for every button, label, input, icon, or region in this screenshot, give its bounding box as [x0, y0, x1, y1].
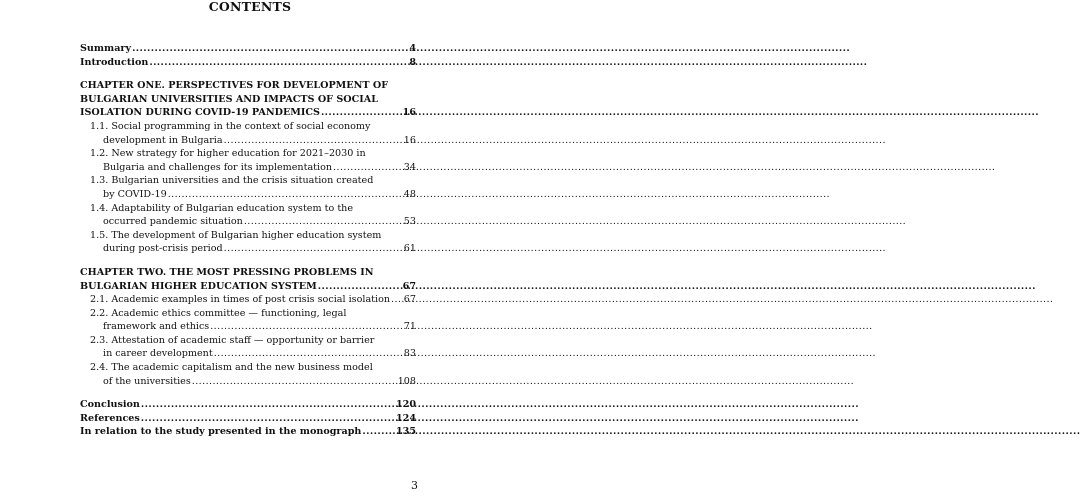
section-entry	[80, 161, 416, 175]
toc-page-number: 135	[395, 426, 416, 438]
toc-page-number: 124	[395, 412, 416, 424]
toc-entry-monograph-note	[80, 425, 416, 439]
chapter-heading-line: CHAPTER ONE. PERSPECTIVES FOR DEVELOPMENT OF	[80, 80, 389, 92]
toc-page-number: 71	[403, 321, 416, 333]
section-title-line: 1.2. New strategy for higher education for 2021–2030 in	[90, 148, 366, 160]
chapter-heading-line: BULGARIAN UNIVERSITIES AND IMPACTS OF SOCIAL	[80, 93, 378, 105]
chapter-one	[80, 79, 416, 256]
section-title-line: 1.3. Bulgarian universities and the crisis situation created	[90, 175, 374, 187]
section-entry	[80, 188, 416, 202]
toc-page-number: 53	[403, 216, 416, 228]
section-title-line: 1.4. Adaptability of Bulgarian education system to the	[90, 202, 354, 214]
dot-leader	[214, 347, 403, 361]
page-number: 3	[411, 479, 418, 492]
chapter-heading-last-line	[80, 280, 416, 294]
chapter-two	[80, 266, 416, 388]
toc-entry-conclusion	[80, 398, 416, 412]
toc-entry-label: Conclusion	[80, 399, 140, 411]
dot-leader	[224, 242, 403, 256]
dot-leader	[321, 106, 402, 120]
chapter-heading-last-line	[80, 106, 416, 120]
toc-entry-label: BULGARIAN HIGHER EDUCATION SYSTEM	[80, 280, 317, 292]
document-page	[0, 0, 500, 500]
dot-leader	[333, 161, 403, 175]
toc-page-number: 16	[402, 107, 416, 119]
section-title-line: development in Bulgaria	[103, 134, 223, 146]
section-title-line: of the universities	[103, 375, 191, 387]
section-title-line: by COVID-19	[103, 188, 167, 200]
section-entry	[80, 215, 416, 229]
toc-page-number: 48	[403, 188, 416, 200]
section-title-line: during post-crisis period	[103, 243, 223, 255]
section-entry	[80, 375, 416, 389]
section-entry	[80, 134, 416, 148]
toc-page-number: 120	[395, 399, 416, 411]
toc-entry-label: References	[80, 412, 140, 424]
section-title-line: 1.1. Social programming in the context of social economy	[90, 120, 371, 132]
page-title: CONTENTS	[208, 0, 292, 14]
section-title-line: 2.3. Attestation of academic staff — opportunity or barrier	[90, 334, 375, 346]
dot-leader	[168, 188, 403, 202]
toc-page-number: 16	[403, 134, 416, 146]
dot-leader	[391, 293, 403, 307]
section-title-line: 2.4. The academic capitalism and the new business model	[90, 362, 373, 374]
chapter-heading-line: CHAPTER TWO. THE MOST PRESSING PROBLEMS IN	[80, 266, 374, 278]
toc-page-number: 8	[409, 56, 416, 68]
section-title-line: framework and ethics	[103, 321, 210, 333]
section-entry	[80, 320, 416, 334]
toc-entry-label: Summary	[80, 43, 132, 54]
section-title-line: 2.1. Academic examples in times of post crisis social isolation	[90, 294, 391, 306]
section-entry	[80, 293, 416, 307]
dot-leader	[141, 398, 395, 412]
dot-leader	[210, 320, 403, 334]
section-entry	[80, 242, 416, 256]
toc-entry-summary	[80, 42, 416, 56]
toc-entry-introduction	[80, 56, 416, 70]
toc-entry-label: ISOLATION DURING COVID-19 PANDEMICS	[80, 107, 320, 119]
dot-leader	[318, 280, 402, 294]
section-title-line: 2.2. Academic ethics committee — functioning, legal	[90, 307, 347, 319]
toc-page-number: 4	[409, 43, 416, 54]
dot-leader	[149, 56, 408, 70]
section-entry	[80, 347, 416, 361]
dot-leader	[141, 412, 395, 426]
section-title-line: Bulgaria and challenges for its implementation	[103, 161, 333, 173]
toc-page-number: 61	[403, 243, 416, 255]
dot-leader	[244, 215, 403, 229]
toc-entry-label: Introduction	[80, 56, 149, 68]
toc-page-number: 108	[397, 375, 416, 387]
toc-entry-references	[80, 412, 416, 426]
dot-leader	[192, 375, 397, 389]
table-of-contents	[80, 42, 416, 439]
toc-page-number: 83	[403, 348, 416, 360]
toc-entry-label: In relation to the study presented in the monograph	[80, 426, 362, 438]
dot-leader	[224, 134, 403, 148]
toc-page-number: 67	[403, 294, 416, 306]
section-title-line: occurred pandemic situation	[103, 216, 243, 228]
dot-leader	[362, 425, 395, 439]
section-title-line: in career development	[103, 348, 213, 360]
toc-page-number: 67	[402, 280, 416, 292]
toc-page-number: 34	[403, 161, 416, 173]
dot-leader	[132, 42, 408, 56]
section-title-line: 1.5. The development of Bulgarian higher education system	[90, 229, 382, 241]
